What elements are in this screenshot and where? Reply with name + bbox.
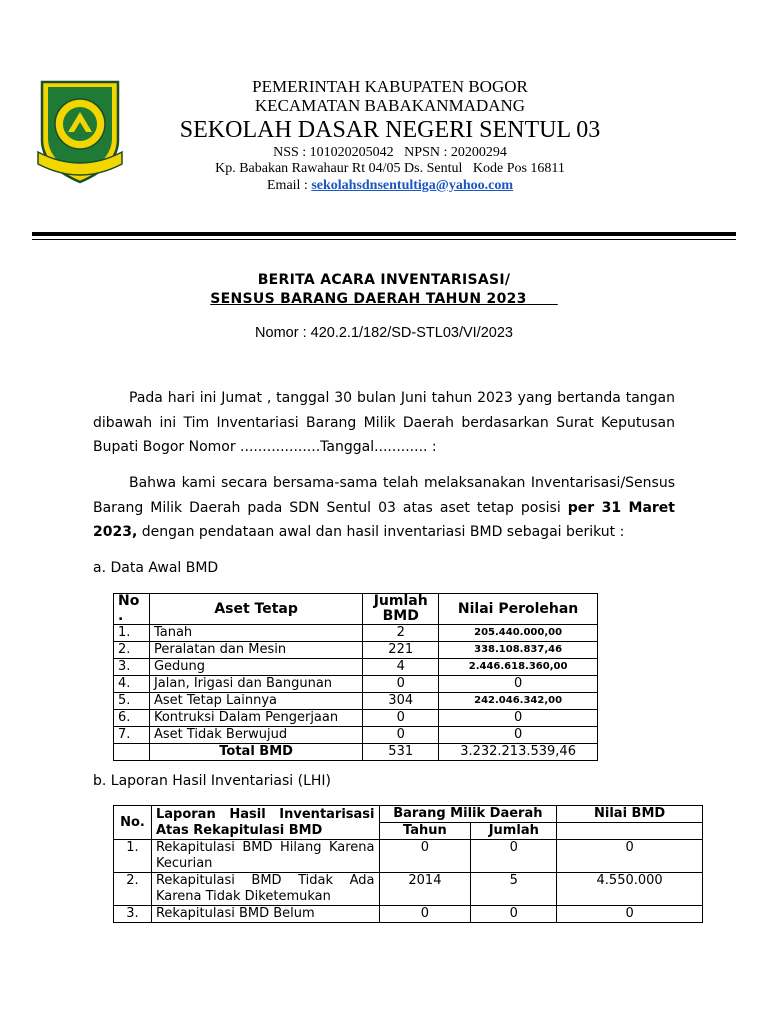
letterhead-rule-thin [32,239,736,240]
section-a-heading: a. Data Awal BMD [93,560,219,576]
table-row [114,693,598,710]
cell-laporan: Rekapitulasi BMD Belum [151,906,379,923]
cell-jumlah: 4 [363,659,439,676]
cell-aset: Tanah [149,625,362,642]
section-b-heading: b. Laporan Hasil Inventariasi (LHI) [93,773,331,789]
table-row [114,642,598,659]
cell-jumlah: 304 [363,693,439,710]
cell-jumlah: 0 [471,906,557,923]
document-number: Nomor : 420.2.1/182/SD-STL03/VI/2023 [255,325,513,341]
cell-aset: Gedung [149,659,362,676]
cell-nilai: 205.440.000,00 [439,625,598,642]
col-header-nilai: Nilai BMD [557,806,703,823]
paragraph-statement-date: per 31 Maret 2023, [93,499,675,540]
cell-aset: Peralatan dan Mesin [149,642,362,659]
cell-nilai: 4.550.000 [557,873,703,906]
table-total-row [114,744,598,761]
school-ids: NSS : 101020205042 NPSN : 20200294 [273,144,507,160]
cell-nilai: 338.108.837,46 [439,642,598,659]
school-district-logo [34,78,126,186]
data-awal-bmd-table [113,593,598,761]
col-header-aset: Aset Tetap [149,594,362,625]
col-header-nilai: Nilai Perolehan [439,594,598,625]
school-email-line [170,178,610,193]
table-row [114,727,598,744]
school-address: Kp. Babakan Rawahaur Rt 04/05 Ds. Sentul Kode Pos 16811 [215,161,565,177]
table-row [114,873,703,906]
cell-nilai: 242.046.342,00 [439,693,598,710]
cell-nilai: 2.446.618.360,00 [439,659,598,676]
col-header-laporan: Laporan Hasil Inventarisasi Atas Rekapitulasi BMD [151,806,379,840]
cell-nilai: 0 [439,676,598,693]
document-title-line2 [0,291,768,307]
email-link[interactable]: sekolahsdnsentultiga@yahoo.com [311,177,513,193]
cell-no: 7. [114,727,150,744]
cell-laporan: Rekapitulasi BMD Tidak Ada Karena Tidak Diketemukan [151,873,379,906]
email-label: Email : [267,177,312,193]
col-header-no: No. [114,806,152,840]
cell-no: 3. [114,659,150,676]
document-title-text: SENSUS BARANG DAERAH TAHUN 2023 [210,291,527,307]
letterhead-rule-thick [32,232,736,236]
letterhead [170,78,610,193]
cell-jumlah: 0 [471,840,557,873]
paragraph-statement-after: dengan pendataan awal dan hasil inventariasi BMD sebagai berikut : [137,524,625,540]
table-header-row [114,594,598,625]
cell-no: 1. [114,625,150,642]
cell-aset: Aset Tidak Berwujud [149,727,362,744]
cell-no: 1. [114,840,152,873]
cell-nilai: 0 [557,840,703,873]
cell-tahun: 0 [379,840,471,873]
cell-jumlah: 0 [363,727,439,744]
table-header-row [114,806,703,823]
cell-no: 2. [114,642,150,659]
cell-jumlah: 221 [363,642,439,659]
table-row [114,676,598,693]
paragraph-statement [93,471,675,545]
cell-blank [114,744,150,761]
cell-tahun: 0 [379,906,471,923]
col-header-jumlah: Jumlah BMD [363,594,439,625]
table-row [114,710,598,727]
cell-no: 3. [114,906,152,923]
paragraph-statement-before: Bahwa kami secara bersama-sama telah melaksanakan Inventarisasi/Sensus Barang Milik Daerah pada SDN Sentul 03 atas aset tetap posisi [93,475,675,516]
col-header-bmd: Barang Milik Daerah [379,806,557,823]
cell-no: 6. [114,710,150,727]
laporan-hasil-inventarisasi-table [113,805,703,923]
cell-jumlah: 0 [363,710,439,727]
cell-nilai: 0 [557,906,703,923]
table-row [114,840,703,873]
cell-aset: Kontruksi Dalam Pengerjaan [149,710,362,727]
cell-no: 5. [114,693,150,710]
col-header-no: No . [114,594,150,625]
government-name: PEMERINTAH KABUPATEN BOGOR [252,77,528,96]
paragraph-opening [93,386,675,460]
cell-laporan: Rekapitulasi BMD Hilang Karena Kecurian [151,840,379,873]
cell-aset: Aset Tetap Lainnya [149,693,362,710]
col-header-nilai-blank [557,823,703,840]
total-label: Total BMD [149,744,362,761]
cell-nilai: 0 [439,727,598,744]
cell-aset: Jalan, Irigasi dan Bangunan [149,676,362,693]
district-name: KECAMATAN BABAKANMADANG [254,95,526,115]
cell-jumlah: 2 [363,625,439,642]
document-title-underline-trail [527,291,558,307]
col-header-tahun: Tahun [379,823,471,840]
cell-tahun: 2014 [379,873,471,906]
total-nilai: 3.232.213.539,46 [439,744,598,761]
cell-jumlah: 5 [471,873,557,906]
table-row [114,625,598,642]
cell-jumlah: 0 [363,676,439,693]
col-header-jumlah: Jumlah [471,823,557,840]
paragraph-opening-text: Pada hari ini Jumat , tanggal 30 bulan Juni tahun 2023 yang bertanda tangan dibawah ini Tim Inventariasi Barang Milik Daerah berdasarkan Surat Keputusan Bupati Bogor Nomor ..................Tanggal............ : [93,390,675,455]
document-title-line1: BERITA ACARA INVENTARISASI/ [257,272,511,288]
table-row [114,659,598,676]
cell-no: 4. [114,676,150,693]
cell-no: 2. [114,873,152,906]
total-jumlah: 531 [363,744,439,761]
cell-nilai: 0 [439,710,598,727]
table-row [114,906,703,923]
school-name: SEKOLAH DASAR NEGERI SENTUL 03 [179,117,601,144]
